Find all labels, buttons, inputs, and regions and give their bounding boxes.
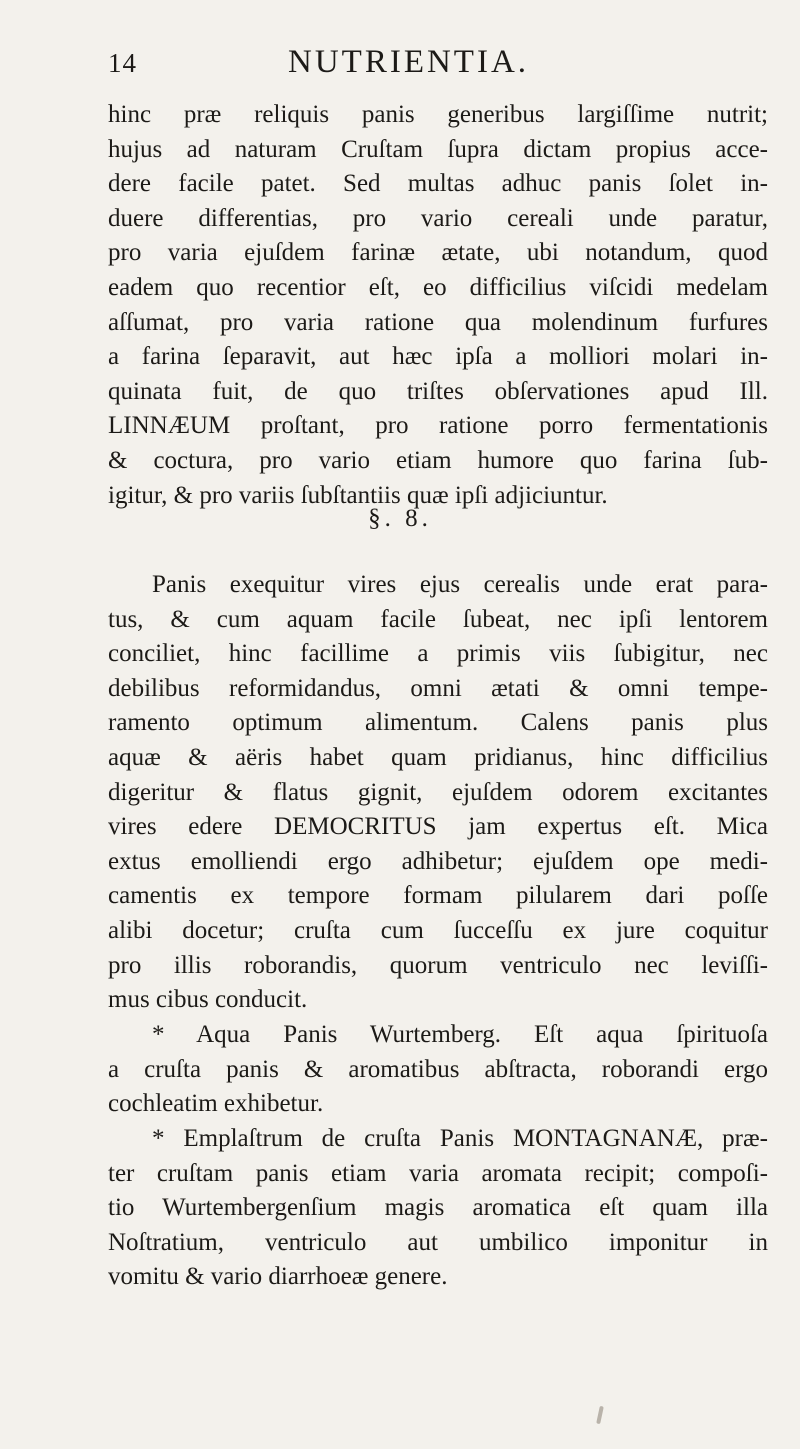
text-line: duere differentias, pro vario cereali unde paratur, — [108, 204, 768, 232]
text-line: aquæ & aëris habet quam pridianus, hinc difficilius — [108, 743, 768, 771]
text-line: debilibus reformidandus, omni ætati & omni tempe- — [108, 674, 768, 702]
text-line: vomitu & vario diarrhoeæ genere. — [108, 1263, 448, 1291]
text-line: conciliet, hinc facillime a primis viis ſubigitur, nec — [108, 640, 768, 668]
page-header — [108, 44, 768, 84]
text-line: & coctura, pro vario etiam humore quo farina ſub- — [108, 446, 768, 474]
text-line: * Aqua Panis Wurtemberg. Eſt aqua ſpirituoſa — [152, 1021, 768, 1048]
text-line: pro illis roborandis, quorum ventriculo nec leviſſi- — [108, 951, 768, 979]
text-line: igitur, & pro variis ſubſtantiis quæ ipſi adjiciuntur. — [108, 481, 608, 509]
text-line: * Emplaſtrum de cruſta Panis MONTAGNANÆ, præ- — [152, 1125, 768, 1152]
text-line: LINNÆUM proſtant, pro ratione porro fermentationis — [108, 412, 768, 440]
text-line: a farina ſeparavit, aut hæc ipſa a molliori molari in- — [108, 343, 768, 371]
text-line: hujus ad naturam Cruſtam ſupra dictam propius acce- — [108, 135, 768, 163]
text-line: Noſtratium, ventriculo aut umbilico imponitur in — [108, 1228, 768, 1256]
text-line: vires edere DEMOCRITUS jam expertus eſt. Mica — [108, 813, 768, 841]
text-line: extus emolliendi ergo adhibetur; ejuſdem ope medi- — [108, 847, 768, 875]
text-line: Panis exequitur vires ejus cerealis unde erat para- — [152, 571, 768, 598]
text-line: digeritur & flatus gignit, ejuſdem odorem excitantes — [108, 778, 768, 806]
text-line: tus, & cum aquam facile ſubeat, nec ipſi lentorem — [108, 605, 768, 633]
text-line: ter cruſtam panis etiam varia aromata recipit; compoſi- — [108, 1159, 768, 1187]
text-line: a cruſta panis & aromatibus abſtracta, roborandi ergo — [108, 1055, 768, 1083]
text-line: dere facile patet. Sed multas adhuc panis ſolet in- — [108, 170, 768, 198]
running-title: NUTRIENTIA. — [288, 44, 530, 80]
text-line: mus cibus conducit. — [108, 986, 308, 1014]
text-line: pro varia ejuſdem farinæ ætate, ubi notandum, quod — [108, 239, 768, 267]
page-number: 14 — [108, 48, 137, 78]
text-line: alibi docetur; cruſta cum ſucceſſu ex jure coquitur — [108, 916, 768, 944]
text-line: hinc præ reliquis panis generibus largiſſime nutrit; — [108, 101, 768, 128]
paragraph-3 — [108, 1018, 768, 1122]
text-line: eadem quo recentior eſt, eo difficilius viſcidi medelam — [108, 273, 768, 301]
ink-smudge — [596, 1406, 604, 1424]
paragraph-4 — [108, 1122, 768, 1295]
text-line: ramento optimum alimentum. Calens panis plus — [108, 709, 768, 737]
text-line: cochleatim exhibetur. — [108, 1090, 324, 1118]
text-line: tio Wurtembergenſium magis aromatica eſt quam illa — [108, 1194, 768, 1222]
paragraph-1 — [108, 98, 768, 513]
paragraph-2 — [108, 568, 768, 1018]
text-line: aſſumat, pro varia ratione qua molendinum furfures — [108, 308, 768, 336]
section-heading: §. 8. — [368, 505, 432, 532]
text-line: quinata fuit, de quo triſtes obſervationes apud Ill. — [108, 377, 768, 405]
text-line: camentis ex tempore formam pilularem dari poſſe — [108, 882, 768, 910]
